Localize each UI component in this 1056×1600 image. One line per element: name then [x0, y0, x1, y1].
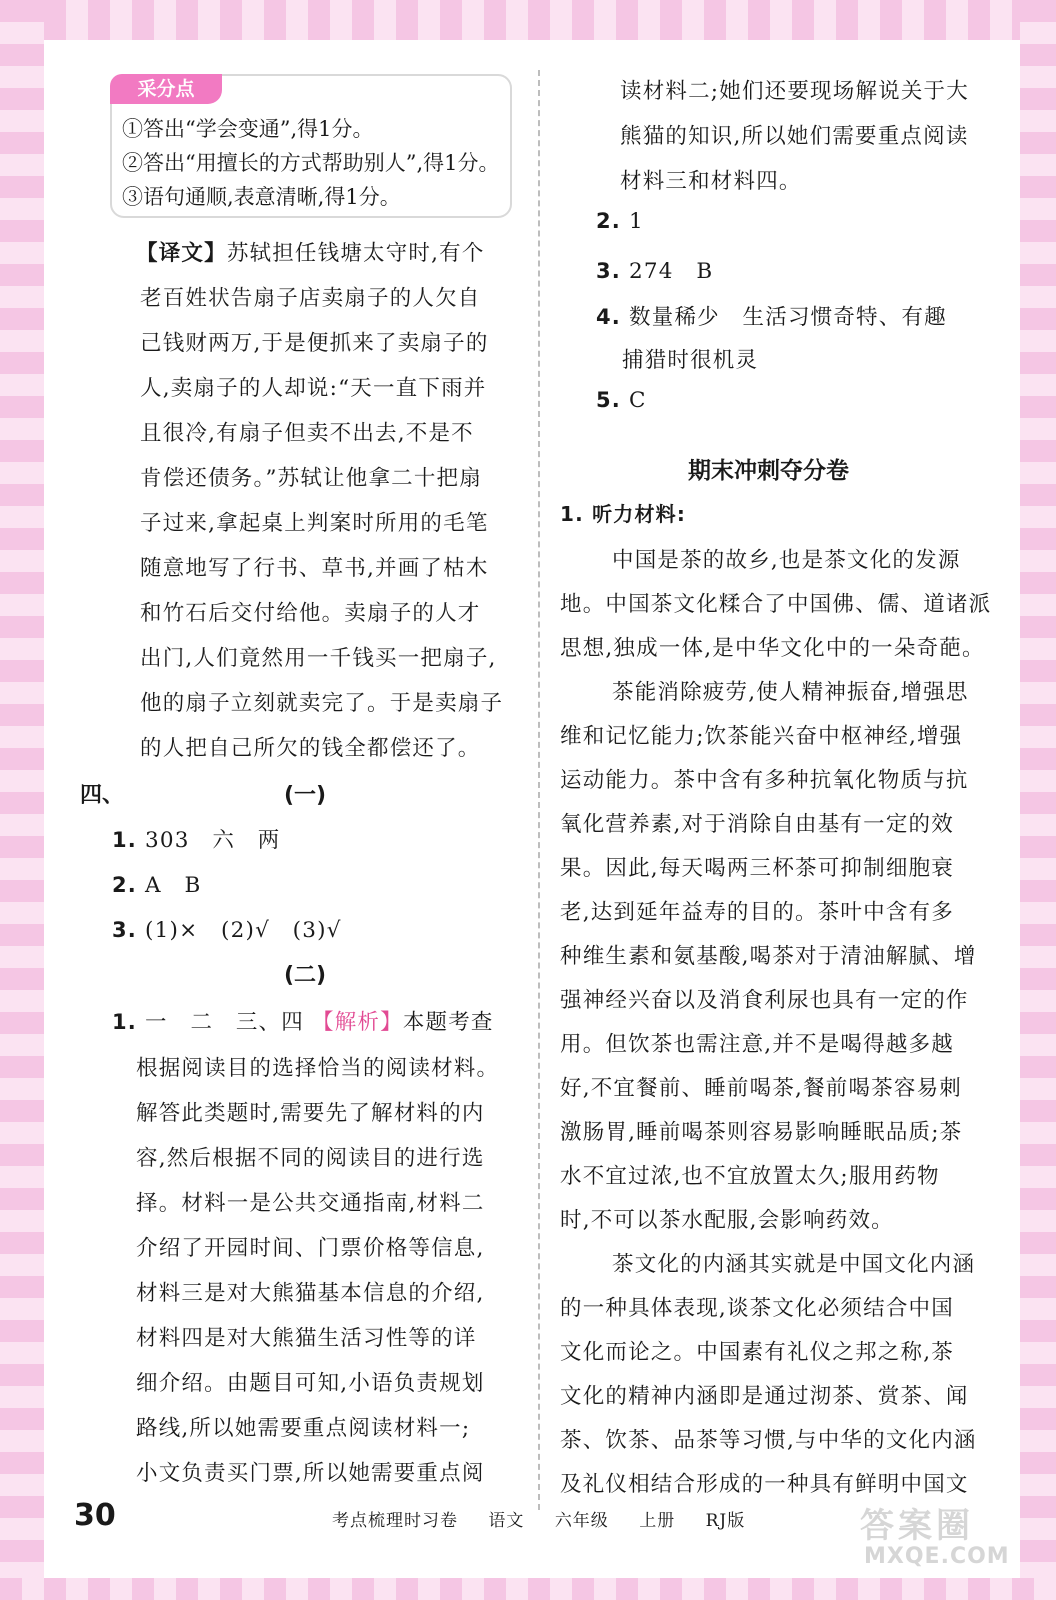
analysis-line: 读材料二;她们还要现场解说关于大 — [620, 79, 969, 104]
listening-line: 的一种具体表现,谈茶文化必须结合中国 — [560, 1296, 954, 1321]
analysis-line: 解答此类题时,需要先了解材料的内 — [136, 1101, 485, 1126]
analysis-line: 介绍了开园时间、门票价格等信息, — [136, 1236, 485, 1261]
answer-item: 捕猎时很机灵 — [622, 348, 759, 373]
listening-line: 激肠胃,睡前喝茶则容易影响睡眠品质;茶 — [560, 1120, 963, 1145]
translation-line: 子过来,拿起桌上判案时所用的毛笔 — [140, 511, 489, 536]
scoring-tag: 采分点 — [110, 74, 222, 104]
listening-line: 中国是茶的故乡,也是茶文化的发源 — [612, 548, 961, 573]
edition: RJ版 — [705, 1511, 746, 1531]
analysis-line: 路线,所以她需要重点阅读材料一; — [136, 1416, 471, 1441]
translation-line: 和竹石后交付给他。卖扇子的人才 — [140, 601, 481, 626]
analysis-line: 择。材料一是公共交通指南,材料二 — [136, 1191, 485, 1216]
listening-line: 好,不宜餐前、睡前喝茶,餐前喝茶容易刺 — [560, 1076, 962, 1101]
translation-line: 出门,人们竟然用一千钱买一把扇子, — [140, 646, 497, 671]
listening-line: 茶文化的内涵其实就是中国文化内涵 — [612, 1252, 976, 1277]
translation-line: 人,卖扇子的人却说:“天一直下雨并 — [140, 376, 487, 401]
decorative-border-bottom — [0, 1578, 1056, 1600]
listening-line: 维和记忆能力;饮茶能兴奋中枢神经,增强 — [560, 724, 963, 749]
answer-item: 4. 数量稀少 生活习惯奇特、有趣 — [596, 305, 947, 330]
column-divider — [538, 70, 540, 1510]
translation-line: 己钱财两万,于是便抓来了卖扇子的 — [140, 331, 489, 356]
scoring-line: ③语句通顺,表意清晰,得1分。 — [122, 185, 401, 209]
listening-line: 及礼仪相结合形成的一种具有鲜明中国文 — [560, 1472, 969, 1497]
listening-line: 强神经兴奋以及消食利尿也具有一定的作 — [560, 988, 969, 1013]
decorative-border-left — [0, 0, 44, 1600]
scoring-box — [110, 74, 512, 218]
grade: 六年级 — [554, 1511, 609, 1531]
term: 上册 — [639, 1511, 676, 1531]
listening-line: 茶能消除疲劳,使人精神振奋,增强思 — [612, 680, 969, 705]
analysis-line: 小文负责买门票,所以她需要重点阅 — [136, 1461, 485, 1486]
listening-line: 种维生素和氨基酸,喝茶对于清油解腻、增 — [560, 944, 977, 969]
translation-line: 【译文】苏轼担任钱塘太守时,有个 — [136, 241, 485, 266]
translation-label: 【译文】 — [136, 241, 227, 266]
page-number: 30 — [74, 1498, 116, 1533]
analysis-line: 根据阅读目的选择恰当的阅读材料。 — [136, 1056, 500, 1081]
analysis-label: 【解析】 — [312, 1010, 403, 1035]
watermark-logo — [860, 1498, 1020, 1578]
analysis-line: 材料四是对大熊猫生活习性等的详 — [136, 1326, 477, 1351]
decorative-border-top — [0, 0, 1056, 40]
listening-line: 地。中国茶文化糅合了中国佛、儒、道诸派 — [560, 592, 992, 617]
listening-line: 文化而论之。中国素有礼仪之邦之称,茶 — [560, 1340, 954, 1365]
answer-item: 5. C — [596, 388, 647, 413]
listening-line: 水不宜过浓,也不宜放置太久;服用药物 — [560, 1164, 940, 1189]
listening-line: 文化的精神内涵即是通过沏茶、赏茶、闻 — [560, 1384, 969, 1409]
answer-item: 2. 1 — [596, 209, 644, 234]
page-footer — [74, 1498, 974, 1538]
answer-item: 1. 一 二 三、四 【解析】本题考查 — [112, 1010, 494, 1035]
analysis-line: 材料三是对大熊猫基本信息的介绍, — [136, 1281, 485, 1306]
scoring-line: ①答出“学会变通”,得1分。 — [122, 117, 374, 141]
listening-line: 运动能力。茶中含有多种抗氧化物质与抗 — [560, 768, 969, 793]
watermark-text: 答案圈 — [860, 1506, 974, 1546]
watermark-url: MXQE.COM — [864, 1544, 1010, 1569]
footer-info — [332, 1506, 769, 1531]
translation-line: 随意地写了行书、草书,并画了枯木 — [140, 556, 489, 581]
listening-line: 老,达到延年益寿的目的。茶叶中含有多 — [560, 900, 954, 925]
listening-line: 茶、饮茶、品茶等习惯,与中华的文化内涵 — [560, 1428, 977, 1453]
listening-line: 氧化营养素,对于消除自由基有一定的效 — [560, 812, 954, 837]
analysis-line: 材料三和材料四。 — [620, 169, 802, 194]
part-heading: (一) — [284, 783, 327, 808]
question-label: 1. 听力材料: — [560, 502, 687, 526]
section-title: 期末冲刺夺分卷 — [688, 458, 849, 484]
answer-item: 1. 303 六 两 — [112, 828, 281, 853]
section-number: 四、 — [80, 783, 125, 808]
translation-line: 的人把自己所欠的钱全都偿还了。 — [140, 736, 481, 761]
listening-line: 果。因此,每天喝两三杯茶可抑制细胞衰 — [560, 856, 954, 881]
listening-line: 用。但饮茶也需注意,并不是喝得越多越 — [560, 1032, 954, 1057]
listening-line: 思想,独成一体,是中华文化中的一朵奇葩。 — [560, 636, 985, 661]
analysis-line: 细介绍。由题目可知,小语负责规划 — [136, 1371, 485, 1396]
answer-item: 3. 274 B — [596, 259, 714, 284]
translation-line: 他的扇子立刻就卖完了。于是卖扇子 — [140, 691, 504, 716]
subject: 语文 — [488, 1511, 525, 1531]
decorative-border-right — [1020, 0, 1056, 1600]
translation-line: 老百姓状告扇子店卖扇子的人欠自 — [140, 286, 481, 311]
book-title: 考点梳理时习卷 — [332, 1511, 458, 1531]
scoring-line: ②答出“用擅长的方式帮助别人”,得1分。 — [122, 151, 500, 175]
analysis-line: 容,然后根据不同的阅读目的进行选 — [136, 1146, 485, 1171]
answer-item: 2. A B — [112, 873, 202, 898]
answer-item: 3. (1)× (2)√ (3)√ — [112, 918, 342, 943]
translation-line: 肯偿还债务。”苏轼让他拿二十把扇 — [140, 466, 482, 491]
translation-line: 且很冷,有扇子但卖不出去,不是不 — [140, 421, 474, 446]
listening-line: 时,不可以茶水配服,会影响药效。 — [560, 1208, 894, 1233]
analysis-line: 熊猫的知识,所以她们需要重点阅读 — [620, 124, 969, 149]
part-heading: (二) — [284, 963, 327, 988]
